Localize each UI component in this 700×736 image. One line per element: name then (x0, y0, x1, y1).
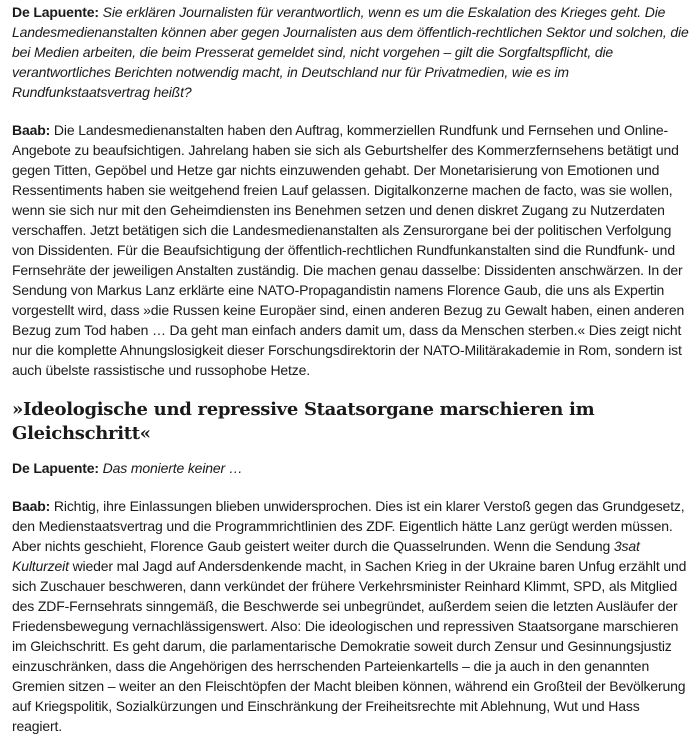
speaker-label: De Lapuente: (12, 460, 99, 476)
question-text: Sie erklären Journalisten für verantwortlich, wenn es um die Eskalation des Krieges geht. Die Landesmedienanstalten können aber gegen Journalisten aus dem öffentlich-rechtlichen Sektor und solchen, die bei Medien arbeiten, die beim Presserat gemeldet sind, nicht vorgehen – gilt die Sorgfaltspflicht, die verantwortliches Berichten notwendig macht, in Deutschland nur für Privatmedien, wie es im Rundfunkstaatsvertrag heißt? (12, 4, 689, 100)
speaker-label: De Lapuente: (12, 4, 99, 20)
answer-paragraph (12, 496, 690, 736)
answer-paragraph (12, 120, 690, 380)
answer-text: wieder mal Jagd auf Andersdenkende macht, in Sachen Krieg in der Ukraine baren Unfug erzählt und sich Zuschauer beschweren, dann verkündet der frühere Verkehrsminister Reinhard Klimmt, SPD, als Mitglied des ZDF-Fernsehrats sinngemäß, die Beschwerde sei unbegründet, außerdem seien die letzten Ausläufer der Friedensbewegung vernachlässigenswert. Also: Die ideologischen und repressiven Staatsorgane marschieren im Gleichschritt. Es geht darum, die parlamentarische Demokratie soweit durch Zensur und Gesinnungsjustiz einzuschränken, dass die Angehörigen des herrschenden Parteienkartells – die ja auch in den genannten Gremien sitzen – weiter an den Fleischtöpfen der Macht bleiben können, während ein Großteil der Bevölkerung auf Kriegspolitik, Sozialkürzungen und Einschränkung der Freiheitsrechte mit Ablehnung, Wut und Hass reagiert. (12, 558, 687, 734)
question-paragraph (12, 458, 690, 478)
question-paragraph (12, 2, 690, 102)
speaker-label: Baab: (12, 122, 51, 138)
answer-text: Richtig, ihre Einlassungen blieben unwidersprochen. Dies ist ein klarer Verstoß gegen das Grundgesetz, den Medienstaatsvertrag und die Programmrichtlinien des ZDF. Eigentlich hätte Lanz gerügt werden müssen. Aber nichts geschieht, Florence Gaub geistert weiter durch die Quasselrunden. Wenn die Sendung (12, 498, 685, 554)
question-text: Das monierte keiner … (102, 460, 243, 476)
show-title: 3sat Kulturzeit (12, 538, 640, 574)
answer-text: Die Landesmedienanstalten haben den Auftrag, kommerziellen Rundfunk und Fernsehen und Online-Angebote zu beaufsichtigen. Jahrelang haben sie sich als Geburtshelfer des Kommerzfernsehens betätigt und gegen Titten, Gepöbel und Hetze gar nichts einzuwenden gehabt. Der Monetarisierung von Emotionen und Ressentiments haben sie weitgehend freien Lauf gelassen. Digitalkonzerne machen de facto, was sie wollen, wenn sie sich nur mit den Geheimdiensten ins Benehmen setzen und denen diskret Zugang zu Nutzerdaten verschaffen. Jetzt betätigen sich die Landesmedienanstalten als Zensurorgane bei der politischen Verfolgung von Dissidenten. Für die Beaufsichtigung der öffentlich-rechtlichen Rundfunkanstalten sind die Rundfunk- und Fernsehräte der jeweiligen Anstalten zuständig. Die machen genau dasselbe: Dissidenten anschwärzen. In der Sendung von Markus Lanz erklärte eine NATO-Propagandistin namens Florence Gaub, die uns als Expertin vorgestellt wird, dass »die Russen keine Europäer sind, einen anderen Bezug zu Gewalt haben, einen anderen Bezug zum Tod haben … Da geht man einfach anders damit um, dass da Menschen sterben.« Dies zeigt nicht nur die komplette Ahnungslosigkeit dieser Forschungsdirektorin der NATO-Militärakademie in Rom, sondern ist auch übelste rassistische und russophobe Hetze. (12, 122, 685, 378)
section-heading: »Ideologische und repressive Staatsorgane marschieren im Gleichschritt« (12, 399, 595, 444)
speaker-label: Baab: (12, 498, 51, 514)
